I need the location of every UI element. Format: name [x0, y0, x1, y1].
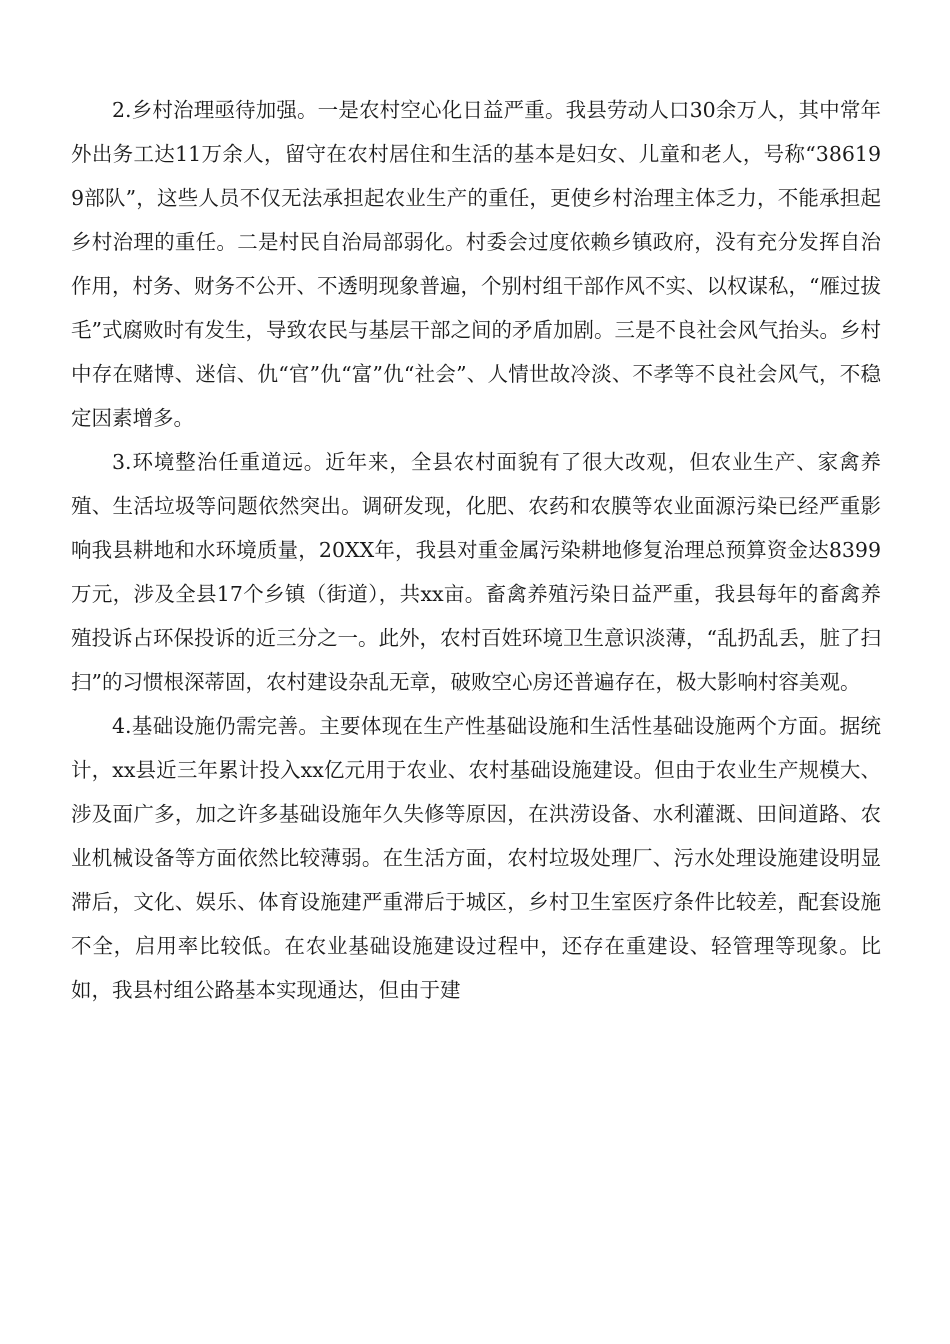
document-body	[71, 88, 881, 1012]
paragraph-infrastructure: 4.基础设施仍需完善。主要体现在生产性基础设施和生活性基础设施两个方面。据统计，xx县近三年累计投入xx亿元用于农业、农村基础设施建设。但由于农业生产规模大、涉及面广多，加之许多基础设施年久失修等原因，在洪涝设备、水利灌溉、田间道路、农业机械设备等方面依然比较薄弱。在生活方面，农村垃圾处理厂、污水处理设施建设明显滞后，文化、娱乐、体育设施建严重滞后于城区，乡村卫生室医疗条件比较差，配套设施不全，启用率比较低。在农业基础设施建设过程中，还存在重建设、轻管理等现象。比如，我县村组公路基本实现通达，但由于建	[71, 714, 881, 1002]
paragraph-rural-governance: 2.乡村治理亟待加强。一是农村空心化日益严重。我县劳动人口30余万人，其中常年外出务工达11万余人，留守在农村居住和生活的基本是妇女、儿童和老人，号称“386199部队”，这些人员不仅无法承担起农业生产的重任，更使乡村治理主体乏力，不能承担起乡村治理的重任。二是村民自治局部弱化。村委会过度依赖乡镇政府，没有充分发挥自治作用，村务、财务不公开、不透明现象普遍，个别村组干部作风不实、以权谋私，“雁过拔毛”式腐败时有发生，导致农民与基层干部之间的矛盾加剧。三是不良社会风气抬头。乡村中存在赌博、迷信、仇“官”仇“富”仇“社会”、人情世故冷淡、不孝等不良社会风气，不稳定因素增多。	[71, 98, 881, 430]
paragraph-environment: 3.环境整治任重道远。近年来，全县农村面貌有了很大改观，但农业生产、家禽养殖、生活垃圾等问题依然突出。调研发现，化肥、农药和农膜等农业面源污染已经严重影响我县耕地和水环境质量，20XX年，我县对重金属污染耕地修复治理总预算资金达8399万元，涉及全县17个乡镇（街道），共xx亩。畜禽养殖污染日益严重，我县每年的畜禽养殖投诉占环保投诉的近三分之一。此外，农村百姓环境卫生意识淡薄，“乱扔乱丢，脏了扫扫”的习惯根深蒂固，农村建设杂乱无章，破败空心房还普遍存在，极大影响村容美观。	[71, 450, 881, 694]
